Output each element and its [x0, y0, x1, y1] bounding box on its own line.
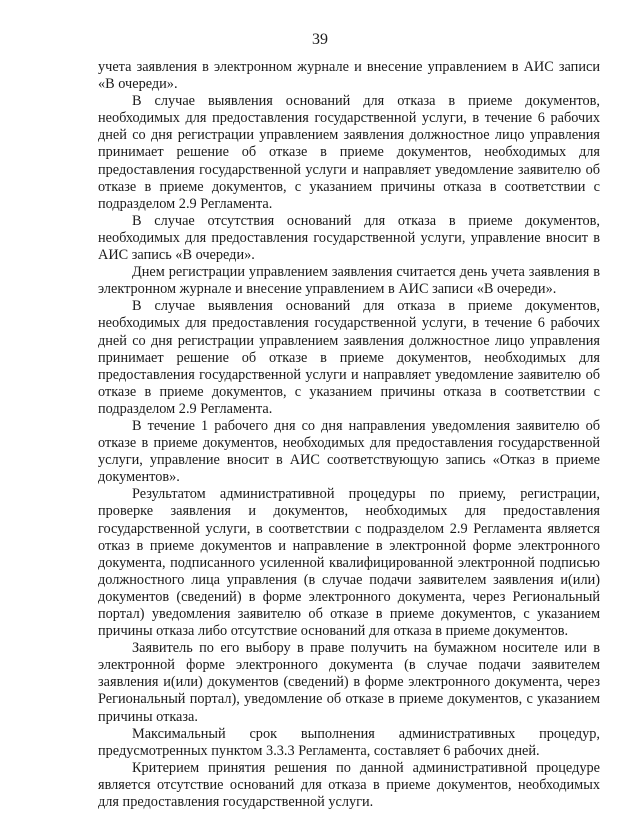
- paragraph: Результатом административной процедуры по приему, регистрации, проверке заявления и документов, необходимых для предоставления государственной услуги, в соответствии с подразделом 2.9 Регламента является отказ в приеме документов и направление в электронной форме электронного документа, подписанного усиленной квалифицированной электронной подписью должностного лица управления (в случае подачи заявителем заявления и(или) документов (сведений) в форме электронного документа, через Региональный портал) уведомления заявителю об отказе в приеме документов, с указанием причины отказа либо отсутствие оснований для отказа в приеме документов.: [98, 486, 600, 640]
- document-body: [98, 59, 600, 811]
- paragraph: В случае отсутствия оснований для отказа в приеме документов, необходимых для предоставления государственной услуги, управление вносит в АИС запись «В очереди».: [98, 212, 600, 264]
- paragraph: учета заявления в электронном журнале и внесение управлением в АИС записи «В очереди».: [98, 59, 600, 93]
- paragraph: В случае выявления оснований для отказа в приеме документов, необходимых для предоставления государственной услуги, в течение 6 рабочих дней со дня регистрации управлением заявления должностное лицо управления принимает решение об отказе в приеме документов, необходимых для предоставления государственной услуги и направляет уведомление заявителю об отказе в приеме документов, с указанием причины отказа в соответствии с подразделом 2.9 Регламента.: [98, 93, 600, 212]
- paragraph: В случае выявления оснований для отказа в приеме документов, необходимых для предоставления государственной услуги, в течение 6 рабочих дней со дня регистрации управлением заявления должностное лицо управления принимает решение об отказе в приеме документов, необходимых для предоставления государственной услуги и направляет уведомление заявителю об отказе в приеме документов, с указанием причины отказа в соответствии с подразделом 2.9 Регламента.: [98, 298, 600, 417]
- paragraph: Заявитель по его выбору в праве получить на бумажном носителе или в электронной форме электронного документа (в случае подачи заявителем заявления и(или) документов (сведений) в форме электронного документа, через Региональный портал), уведомление об отказе в приеме документов, с указанием причины отказа.: [98, 640, 600, 725]
- paragraph: В течение 1 рабочего дня со дня направления уведомления заявителю об отказе в приеме документов, необходимых для предоставления государственной услуги, управление вносит в АИС соответствующую запись «Отказ в приеме документов».: [98, 417, 600, 486]
- paragraph: Максимальный срок выполнения административных процедур, предусмотренных пунктом 3.3.3 Регламента, составляет 6 рабочих дней.: [98, 725, 600, 759]
- paragraph: Критерием принятия решения по данной административной процедуре является отсутствие оснований для отказа в приеме документов, необходимых для предоставления государственной услуги.: [98, 759, 600, 811]
- page-number: 39: [312, 31, 328, 48]
- paragraph: Днем регистрации управлением заявления считается день учета заявления в электронном журнале и внесение управлением в АИС записи «В очереди».: [98, 264, 600, 298]
